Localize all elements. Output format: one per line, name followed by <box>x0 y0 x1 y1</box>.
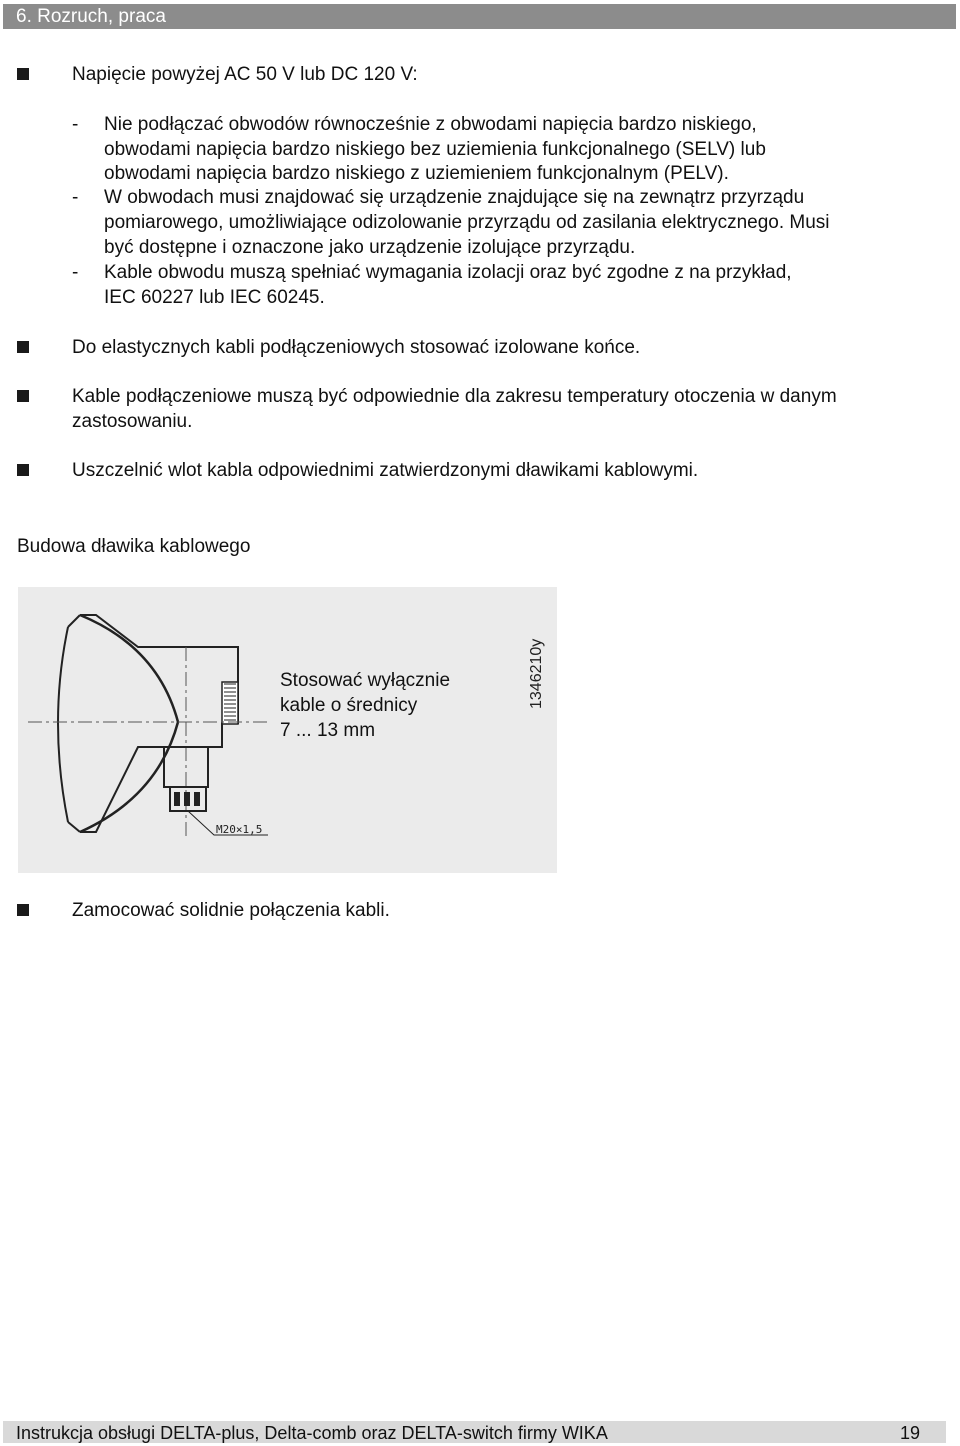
section-title: 6. Rozruch, praca <box>16 6 166 27</box>
dash-item-selv-line: obwodami napięcia bardzo niskiego z uziemieniem funkcjonalnym (PELV). <box>104 163 729 184</box>
bullet-secure-text: Zamocować solidnie połączenia kabli. <box>72 900 390 921</box>
bullet-ends-text: Do elastycznych kabli podłączeniowych stosować izolowane końce. <box>72 337 641 358</box>
cable-gland-figure <box>18 587 557 873</box>
bullet-square-icon <box>17 341 29 353</box>
dash-marker: - <box>72 187 79 208</box>
cable-diameter-note-line: kable o średnicy <box>280 695 418 716</box>
dash-item-cables-line: IEC 60227 lub IEC 60245. <box>104 287 325 308</box>
cable-diameter-note <box>280 668 450 743</box>
bullet-square-icon <box>17 390 29 402</box>
footer-page-number: 19 <box>900 1423 921 1443</box>
footer-document-title: Instrukcja obsługi DELTA-plus, Delta-comb oraz DELTA-switch firmy WIKA <box>16 1423 608 1443</box>
cable-diameter-note-line: 7 ... 13 mm <box>280 720 376 741</box>
figure-reference-code: 1346210y <box>528 638 545 709</box>
bullet-square-icon <box>17 464 29 476</box>
figure-heading: Budowa dławika kablowego <box>17 536 251 557</box>
dash-item-cables-line: Kable obwodu muszą spełniać wymagania izolacji oraz być zgodne z na przykład, <box>104 262 792 283</box>
dash-item-selv-line: obwodami napięcia bardzo niskiego bez uziemienia funkcjonalnego (SELV) lub <box>104 139 766 160</box>
dash-item-isolation-line: pomiarowego, umożliwiające odizolowanie przyrządu od zasilania elektrycznego. Musi <box>104 212 830 233</box>
dash-item-isolation-line: W obwodach musi znajdować się urządzenie znajdujące się na zewnątrz przyrządu <box>104 187 805 208</box>
dash-marker: - <box>72 114 79 135</box>
page-footer <box>3 1421 946 1443</box>
dash-item-isolation-line: być dostępne i oznaczone jako urządzenie izolujące przyrządu. <box>104 237 636 258</box>
dash-item-selv-line: Nie podłączać obwodów równocześnie z obwodami napięcia bardzo niskiego, <box>104 114 757 135</box>
bullet-voltage-text: Napięcie powyżej AC 50 V lub DC 120 V: <box>72 64 418 85</box>
thread-size-label: M20×1,5 <box>216 823 263 836</box>
bullet-temperature-text: Kable podłączeniowe muszą być odpowiednie dla zakresu temperatury otoczenia w danym <box>72 386 837 407</box>
bullet-square-icon <box>17 904 29 916</box>
dash-marker: - <box>72 262 79 283</box>
bullet-square-icon <box>17 68 29 80</box>
bullet-seal-text: Uszczelnić wlot kabla odpowiednimi zatwierdzonymi dławikami kablowymi. <box>72 460 699 481</box>
cable-diameter-note-line: Stosować wyłącznie <box>280 670 451 691</box>
section-header-bar <box>3 4 956 29</box>
bullet-temperature-text: zastosowaniu. <box>72 411 193 432</box>
